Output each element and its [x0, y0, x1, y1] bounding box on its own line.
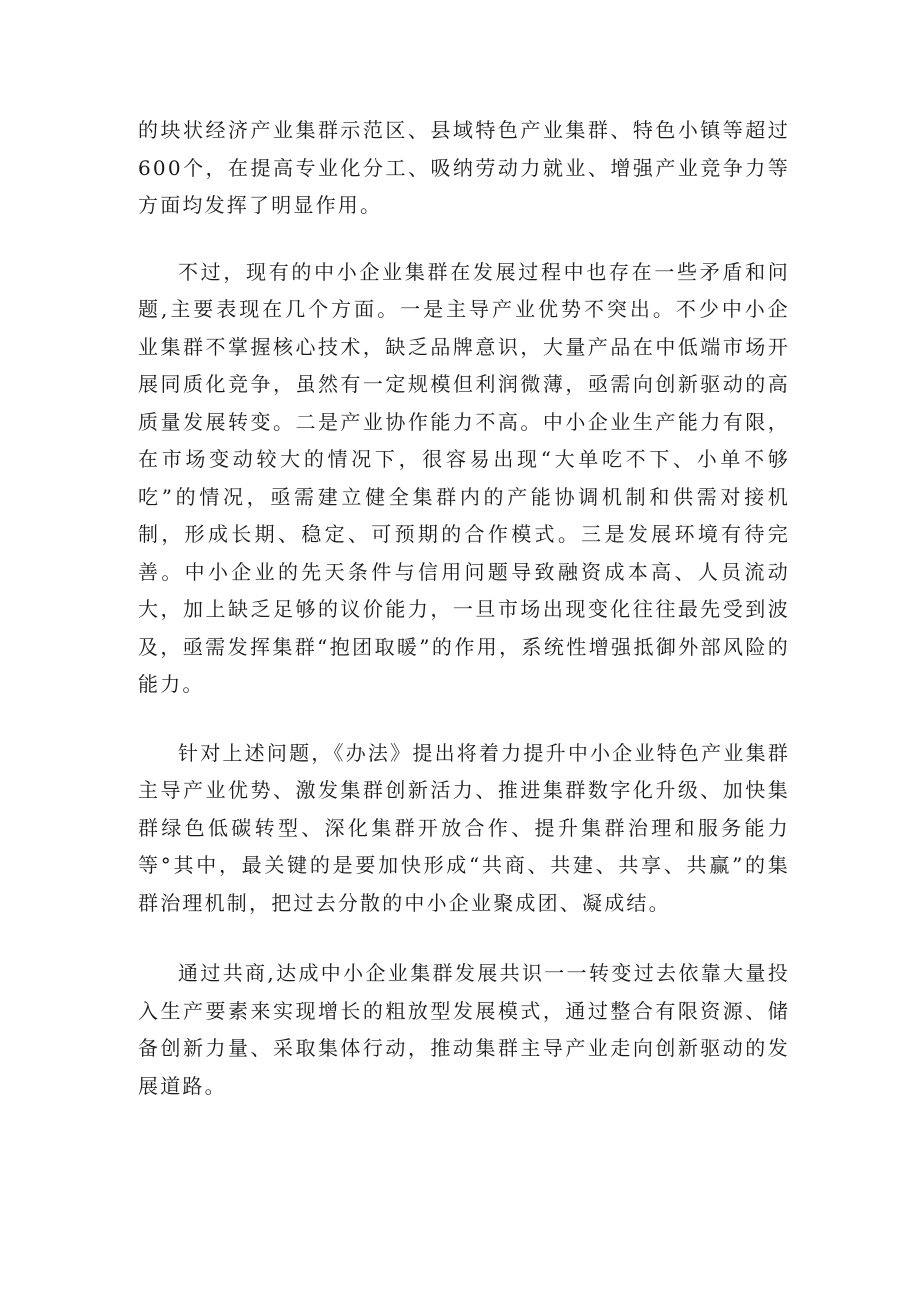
document-body: [138, 112, 790, 1139]
paragraph-4: 通过共商,达成中小企业集群发展共识一一转变过去依靠大量投入生产要素来实现增长的粗放型发展模式，通过整合有限资源、储备创新力量、采取集体行动，推动集群主导产业走向创新驱动的发展道路。: [138, 961, 790, 1098]
paragraph-1: 的块状经济产业集群示范区、县域特色产业集群、特色小镇等超过600个，在提高专业化分工、吸纳劳动力就业、增强产业竞争力等方面均发挥了明显作用。: [138, 118, 790, 217]
paragraph-3: 针对上述问题，《办法》提出将着力提升中小企业特色产业集群主导产业优势、激发集群创新活力、推进集群数字化升级、加快集群绿色低碳转型、深化集群开放合作、提升集群治理和服务能力等°其中，最关键的是要加快形成“共商、共建、共享、共赢”的集群治理机制，把过去分散的中小企业聚成团、凝成结。: [138, 740, 790, 915]
paragraph-2: 不过，现有的中小企业集群在发展过程中也存在一些矛盾和问题,主要表现在几个方面。一是主导产业优势不突出。不少中小企业集群不掌握核心技术，缺乏品牌意识，大量产品在中低端市场开展同质化竞争，虽然有一定规模但利润微薄，亟需向创新驱动的高质量发展转变。二是产业协作能力不高。中小企业生产能力有限，在市场变动较大的情况下，很容易出现“大单吃不下、小单不够吃”的情况，亟需建立健全集群内的产能协调机制和供需对接机制，形成长期、稳定、可预期的合作模式。三是发展环境有待完善。中小企业的先天条件与信用问题导致融资成本高、人员流动大，加上缺乏足够的议价能力，一旦市场出现变化往往最先受到波及，亟需发挥集群“抱团取暖”的作用，系统性增强抵御外部风险的能力。: [138, 259, 790, 696]
